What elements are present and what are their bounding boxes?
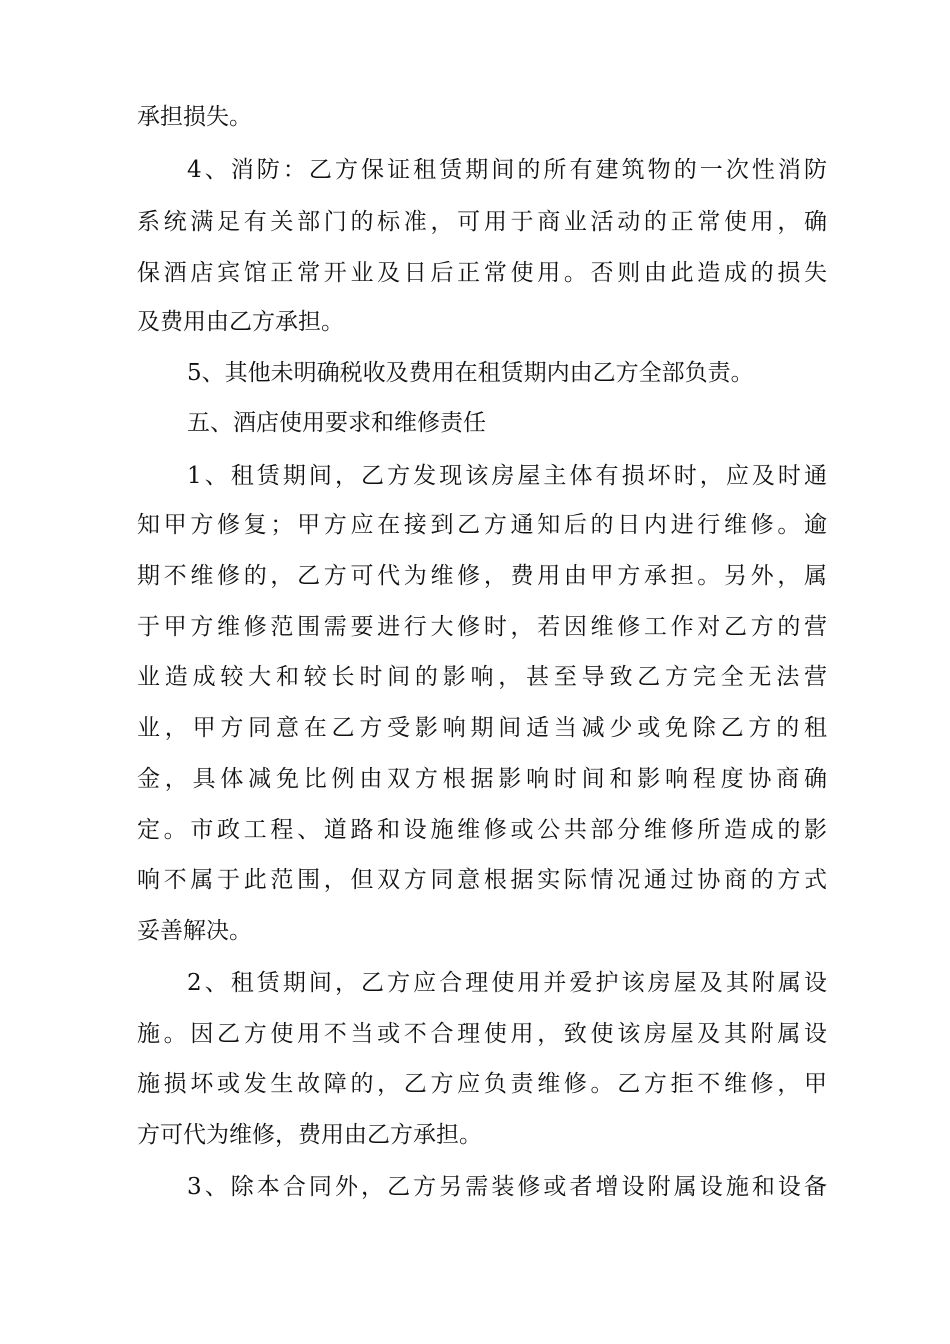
text-line: 1、租赁期间，乙方发现该房屋主体有损坏时，应及时通 [187, 463, 827, 489]
text-line: 4、消防：乙方保证租赁期间的所有建筑物的一次性消防 [187, 157, 827, 183]
text-line: 知甲方修复；甲方应在接到乙方通知后的日内进行维修。逾 [137, 512, 827, 538]
text-line: 施。因乙方使用不当或不合理使用，致使该房屋及其附属设 [137, 1021, 827, 1047]
text-line: 3、除本合同外，乙方另需装修或者增设附属设施和设备 [187, 1174, 827, 1200]
text-line: 系统满足有关部门的标准，可用于商业活动的正常使用，确 [137, 209, 827, 235]
section-heading: 五、酒店使用要求和维修责任 [187, 410, 486, 436]
text-line: 保酒店宾馆正常开业及日后正常使用。否则由此造成的损失 [137, 260, 827, 286]
text-line: 妥善解决。 [137, 918, 252, 944]
text-line: 期不维修的，乙方可代为维修，费用由甲方承担。另外，属 [137, 563, 827, 589]
text-line: 施损坏或发生故障的，乙方应负责维修。乙方拒不维修，甲 [137, 1071, 827, 1097]
text-line: 及费用由乙方承担。 [137, 309, 344, 335]
text-line: 承担损失。 [137, 104, 252, 130]
text-line: 定。市政工程、道路和设施维修或公共部分维修所造成的影 [137, 817, 827, 843]
text-line: 金，具体减免比例由双方根据影响时间和影响程度协商确 [137, 766, 827, 792]
text-line: 于甲方维修范围需要进行大修时，若因维修工作对乙方的营 [137, 614, 827, 640]
text-line: 5、其他未明确税收及费用在租赁期内由乙方全部负责。 [187, 360, 754, 386]
text-line: 方可代为维修，费用由乙方承担。 [137, 1122, 482, 1148]
text-line: 2、租赁期间，乙方应合理使用并爱护该房屋及其附属设 [187, 970, 827, 996]
text-line: 响不属于此范围，但双方同意根据实际情况通过协商的方式 [137, 867, 827, 893]
text-line: 业，甲方同意在乙方受影响期间适当减少或免除乙方的租 [137, 715, 827, 741]
text-line: 业造成较大和较长时间的影响，甚至导致乙方完全无法营 [137, 664, 827, 690]
